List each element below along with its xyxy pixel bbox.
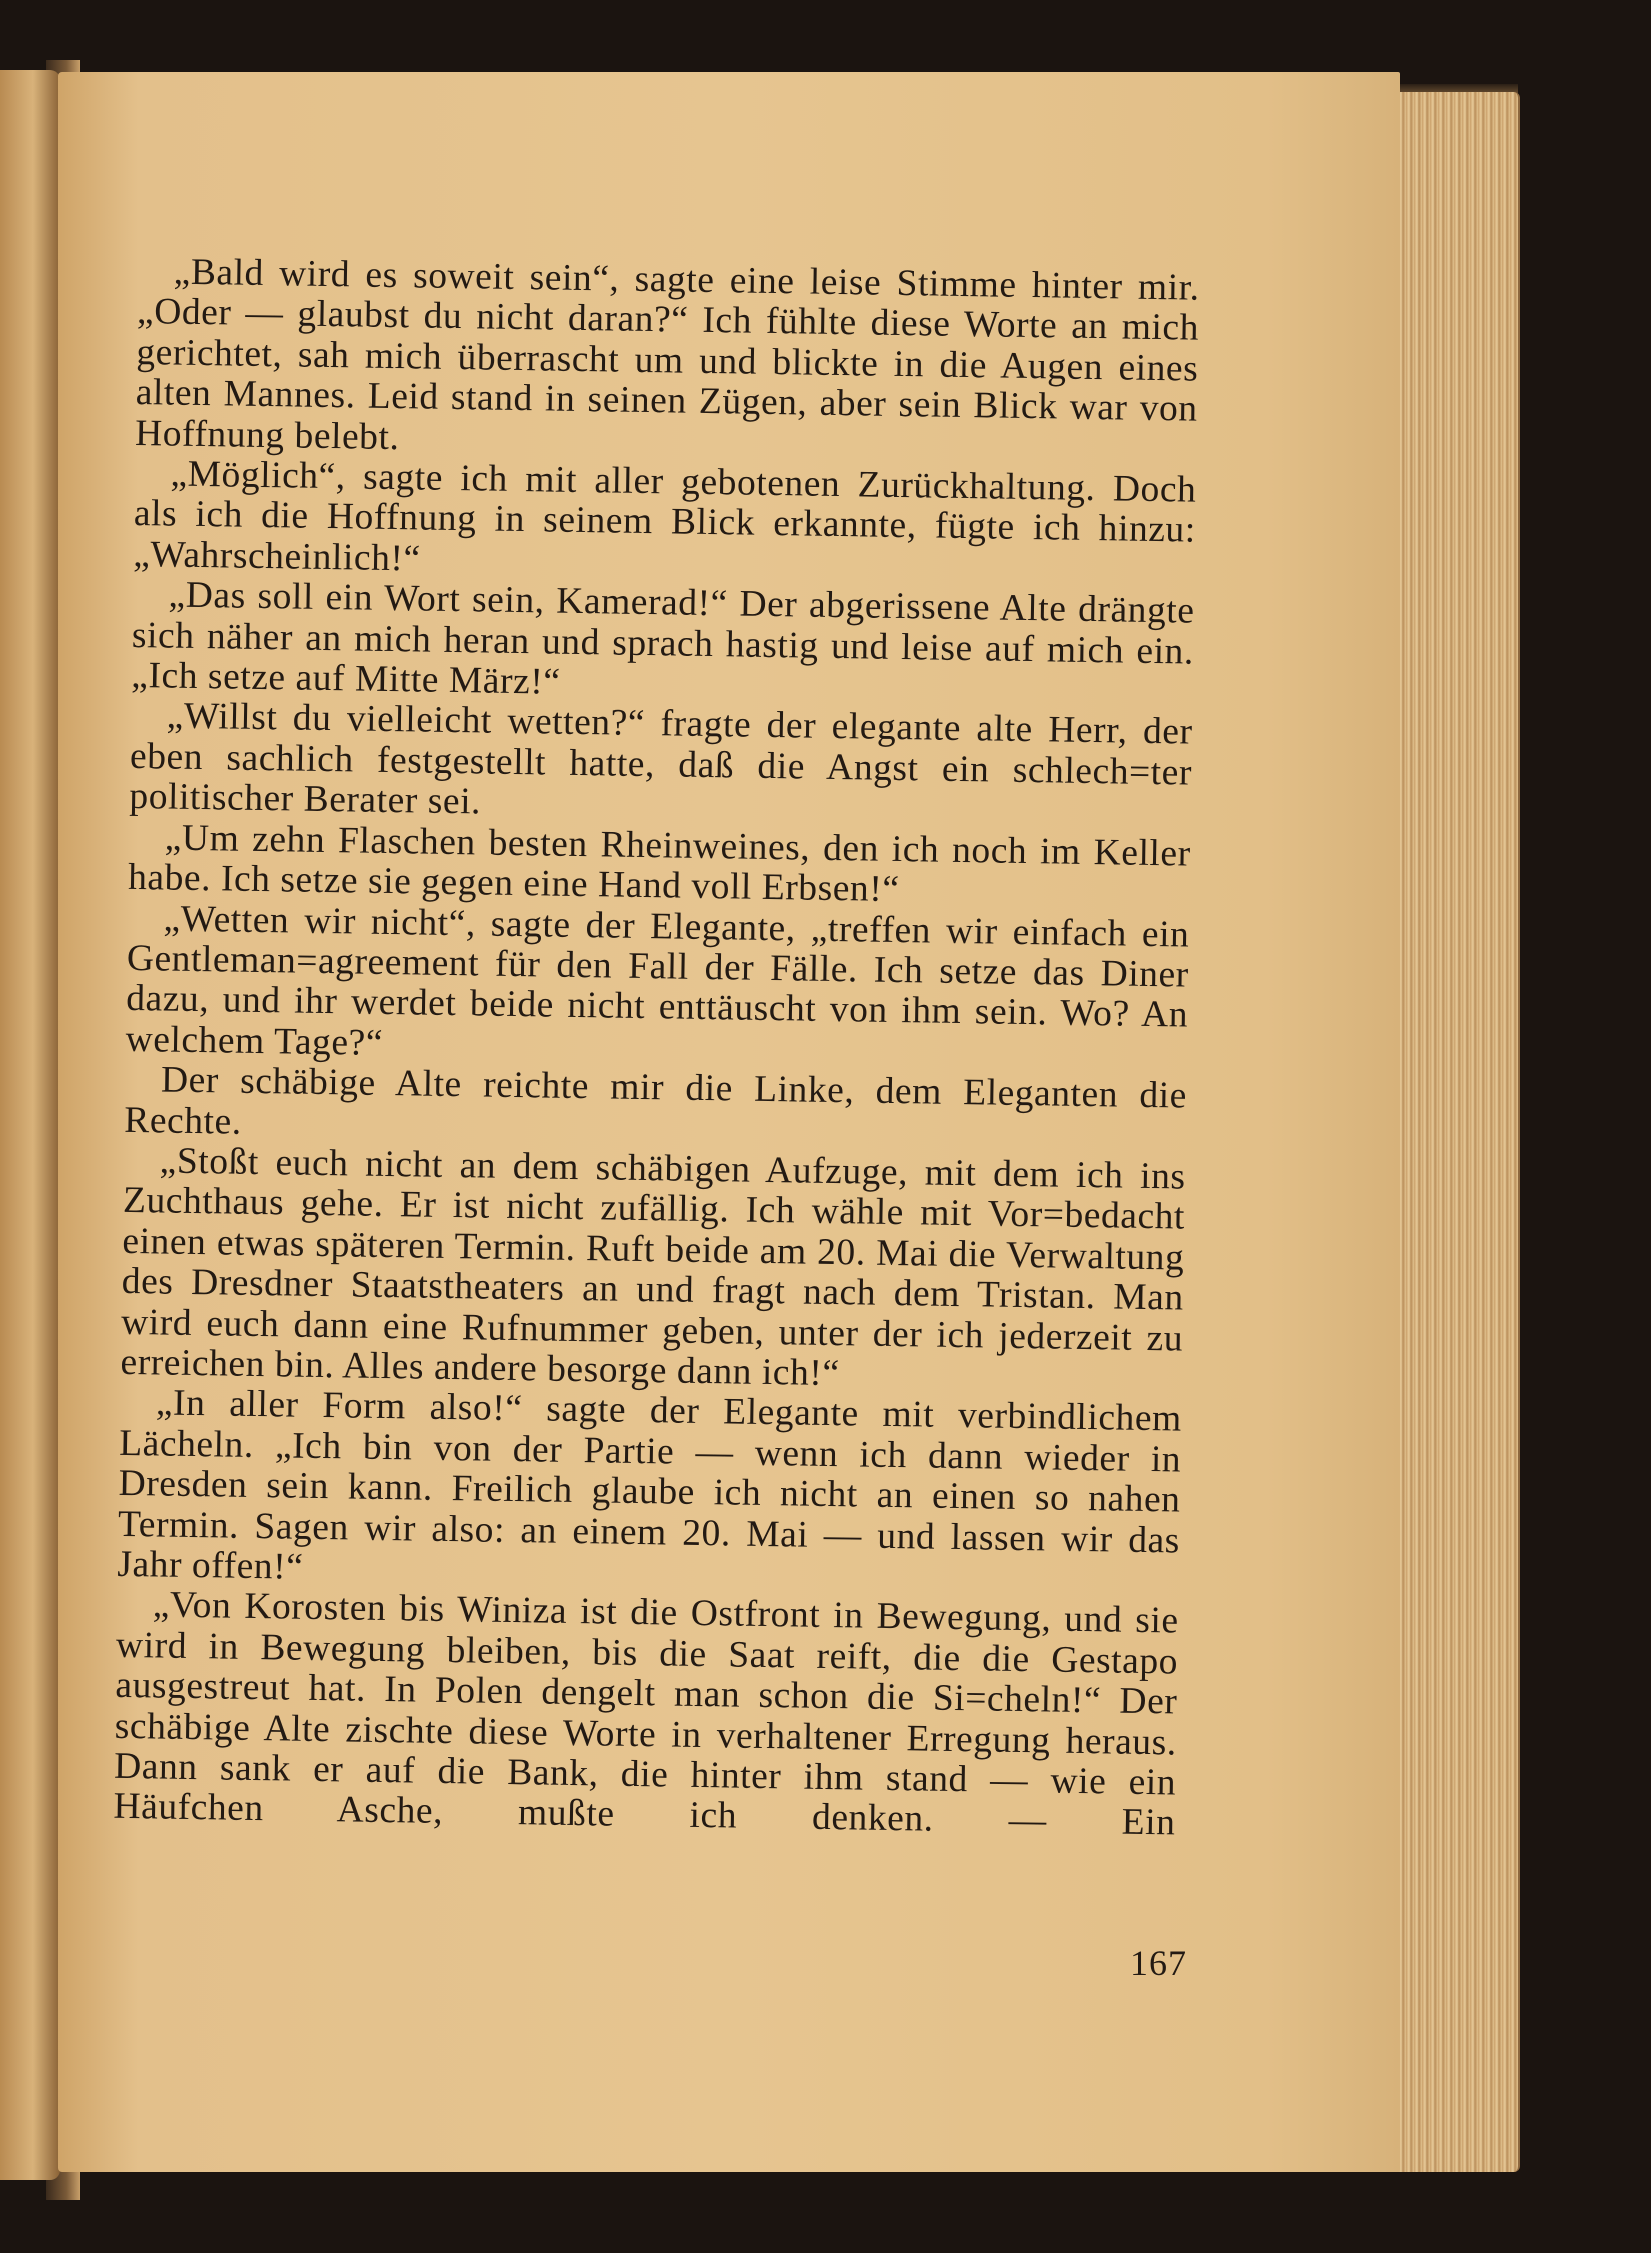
paragraph: „Wetten wir nicht“, sagte der Elegante, „treffen wir einfach ein Gentleman=agreement für den Fall der Fälle. Ich setze das Diner dazu, und ihr werdet beide nicht enttäuscht von ihm sein. Wo? An welchem Tage?“	[125, 897, 1190, 1064]
paragraph: „Von Korosten bis Winiza ist die Ostfront in Bewegung, und sie wird in Bewegung bleiben, bis die Saat reift, die die Gestapo ausgestreut hat. In Polen dengelt man schon die Si=cheln!“ Der schäbige Alte zischte diese Worte in verhaltener Erregung heraus. Dann sank er auf die Bank, die hinter ihm stand — wie ein Häufchen Asche, mußte ich denken. — Ein	[113, 1584, 1179, 1844]
paragraph: „Möglich“, sagte ich mit aller gebotenen Zurückhaltung. Doch als ich die Hoffnung in seinem Blick erkannte, fügte ich hinzu: „Wahrscheinlich!“	[132, 453, 1197, 580]
paragraph: „Stoßt euch nicht an dem schäbigen Aufzuge, mit dem ich ins Zuchthaus gehe. Er ist nicht zufällig. Ich wähle mit Vor=bedacht einen etwas späteren Termin. Ruft beide am 20. Mai die Verwaltung des Dresdner Staatstheaters an und fragt nach dem Tristan. Man wird euch dann eine Rufnummer geben, unter der ich jederzeit zu erreichen bin. Alles andere besorge dann ich!“	[120, 1140, 1186, 1395]
paragraph: „Bald wird es soweit sein“, sagte eine leise Stimme hinter mir. „Oder — glaubst du nicht daran?“ Ich fühlte diese Worte an mich gerichtet, sah mich überrascht um und blickte in die Augen eines alten Mannes. Leid stand in seinen Zügen, aber sein Blick war von Hoffnung belebt.	[134, 251, 1200, 458]
paragraph: „Das soll ein Wort sein, Kamerad!“ Der abgerissene Alte drängte sich näher an mich heran und sprach hastig und leise auf mich ein. „Ich setze auf Mitte März!“	[131, 574, 1195, 703]
paragraph: „In aller Form also!“ sagte der Elegante mit verbindlichem Lächeln. „Ich bin von der Partie — wenn ich dann wieder in Dresden sein kann. Freilich glaube ich nicht an einen so nahen Termin. Sagen wir also: an einem 20. Mai — und lassen wir das Jahr offen!“	[117, 1382, 1183, 1588]
paragraph: „Willst du vielleicht wetten?“ fragte der elegante alte Herr, der eben sachlich festgestellt hatte, daß die Angst ein schlech=ter politischer Berater sei.	[129, 695, 1193, 823]
page-text	[113, 252, 1200, 1844]
paragraph: Der schäbige Alte reichte mir die Linke, dem Eleganten die Rechte.	[124, 1059, 1188, 1143]
page-edges	[1390, 92, 1520, 2172]
paragraph: „Um zehn Flaschen besten Rheinweines, den ich noch im Keller habe. Ich setze sie gegen eine Hand voll Erbsen!“	[127, 817, 1191, 911]
left-page-edge	[0, 70, 60, 2180]
page-number: 167	[1130, 1943, 1187, 1983]
